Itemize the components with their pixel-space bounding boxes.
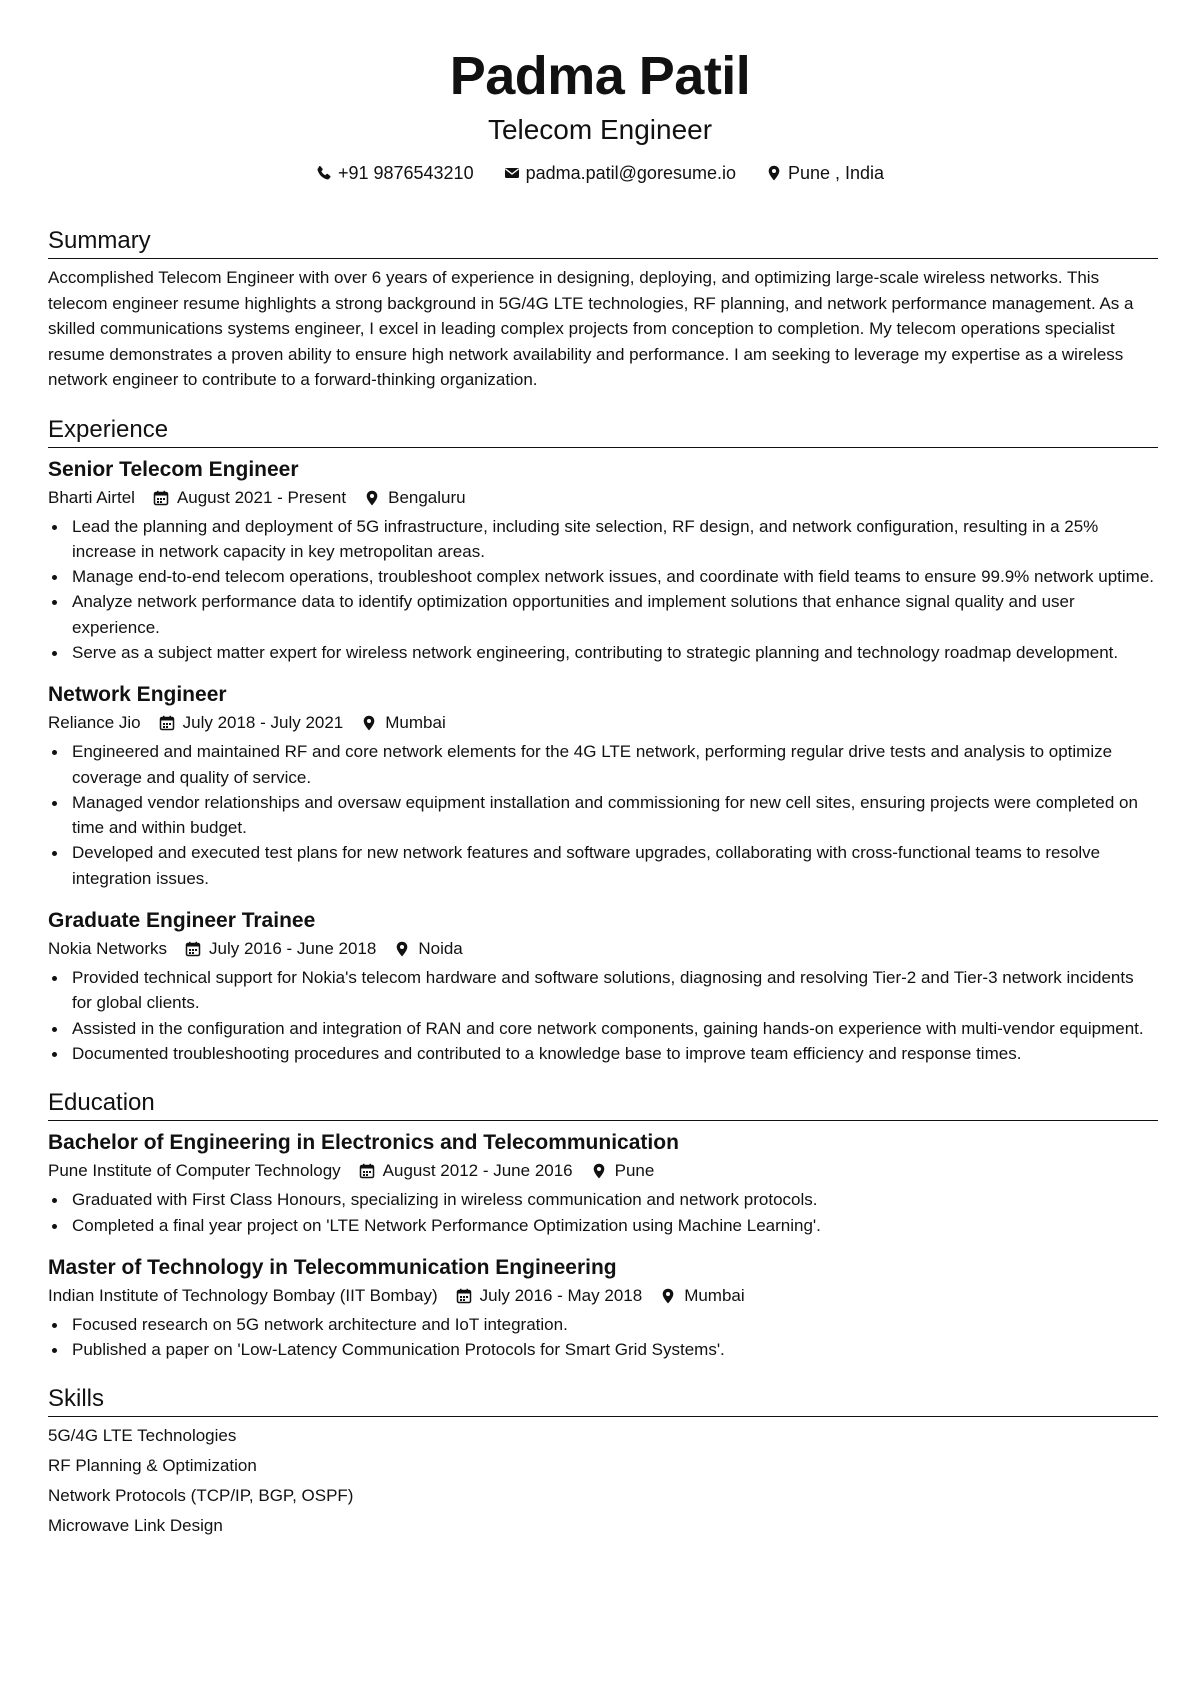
summary-text: Accomplished Telecom Engineer with over 6 years of experience in designing, deploying, and optimizing large-scale wireless networks. This telecom engineer resume highlights a strong background in 5G/4G LTE technologies, RF planning, and network performance management. As a skilled communications systems engineer, I excel in leading complex projects from conception to completion. My telecom operations specialist resume demonstrates a proven ability to ensure high network availability and performance. I am seeking to leverage my expertise as a wireless network engineer to contribute to a forward-thinking organization. — [48, 268, 1134, 389]
phone-text: +91 9876543210 — [337, 163, 474, 183]
section-heading-experience: Experience — [48, 415, 1158, 448]
company-name: Reliance Jio — [48, 713, 141, 733]
calendar-icon — [456, 1288, 472, 1304]
degree-title: Master of Technology in Telecommunication Engineering — [48, 1255, 617, 1279]
summary-section — [48, 226, 1158, 393]
section-heading-skills: Skills — [48, 1384, 1158, 1417]
bullet-item: Engineered and maintained RF and core network elements for the 4G LTE network, performing regular drive tests and analysis to optimize coverage and quality of service. — [48, 739, 1158, 790]
dates-text: July 2016 - June 2018 — [209, 939, 377, 959]
contact-location — [766, 160, 884, 186]
bullet-item: Graduated with First Class Honours, specializing in wireless communication and network protocols. — [48, 1187, 1158, 1212]
education-entry — [48, 1254, 1158, 1363]
skill-item: Microwave Link Design — [48, 1516, 223, 1536]
location-text: Pune — [614, 1161, 655, 1181]
map-pin-icon — [394, 941, 410, 957]
map-pin-icon — [766, 165, 782, 181]
section-heading-summary: Summary — [48, 226, 1158, 259]
company-name: Bharti Airtel — [48, 487, 135, 507]
job-title: Graduate Engineer Trainee — [48, 909, 316, 933]
bullet-list — [48, 1187, 1158, 1238]
dates-text: August 2021 - Present — [176, 487, 347, 507]
entry-dates — [359, 1159, 573, 1183]
skills-section — [48, 1384, 1158, 1541]
phone-icon — [316, 165, 332, 181]
bullet-item: Analyze network performance data to identify optimization opportunities and implement solutions that enhance signal quality and user experience. — [48, 589, 1158, 640]
entry-meta — [48, 486, 1158, 510]
dates-text: July 2016 - May 2018 — [479, 1285, 643, 1305]
job-title: Senior Telecom Engineer — [48, 457, 299, 481]
candidate-name: Padma Patil — [449, 46, 751, 106]
bullet-item: Serve as a subject matter expert for wireless network engineering, contributing to strategic planning and technology roadmap development. — [48, 640, 1158, 665]
entry-location — [591, 1159, 655, 1183]
bullet-item: Documented troubleshooting procedures and contributed to a knowledge base to improve team efficiency and response times. — [48, 1041, 1158, 1066]
education-section — [48, 1088, 1158, 1362]
experience-entry — [48, 907, 1158, 1066]
location-text: Bengaluru — [388, 487, 466, 507]
degree-title: Bachelor of Engineering in Electronics and Telecommunication — [48, 1131, 679, 1155]
entry-dates — [159, 711, 344, 735]
bullet-list — [48, 514, 1158, 666]
bullet-item: Focused research on 5G network architecture and IoT integration. — [48, 1312, 1158, 1337]
entry-location — [660, 1284, 744, 1308]
calendar-icon — [159, 715, 175, 731]
dates-text: July 2018 - July 2021 — [182, 713, 344, 733]
education-entry — [48, 1129, 1158, 1238]
dates-text: August 2012 - June 2016 — [382, 1161, 573, 1181]
map-pin-icon — [361, 715, 377, 731]
map-pin-icon — [591, 1163, 607, 1179]
experience-entry — [48, 681, 1158, 891]
contact-row — [0, 160, 1200, 186]
institution-name: Indian Institute of Technology Bombay (IIT Bombay) — [48, 1285, 438, 1305]
entry-location — [364, 486, 466, 510]
location-text: Mumbai — [684, 1285, 745, 1305]
map-pin-icon — [660, 1288, 676, 1304]
bullet-item: Assisted in the configuration and integration of RAN and core network components, gaining hands-on experience with multi-vendor equipment. — [48, 1016, 1158, 1041]
entry-dates — [153, 486, 346, 510]
bullet-item: Published a paper on 'Low-Latency Communication Protocols for Smart Grid Systems'. — [48, 1337, 1158, 1362]
section-heading-education: Education — [48, 1088, 1158, 1121]
skill-item: Network Protocols (TCP/IP, BGP, OSPF) — [48, 1486, 354, 1506]
candidate-title: Telecom Engineer — [487, 114, 713, 145]
calendar-icon — [153, 490, 169, 506]
entry-meta — [48, 1159, 1158, 1183]
bullet-list — [48, 965, 1158, 1066]
email-text: padma.patil@goresume.io — [525, 163, 736, 183]
bullet-list — [48, 1312, 1158, 1363]
company-name: Nokia Networks — [48, 939, 168, 959]
location-text: Noida — [418, 939, 463, 959]
location-text: Pune , India — [787, 163, 885, 183]
entry-meta — [48, 937, 1158, 961]
contact-phone — [316, 160, 474, 186]
bullet-item: Completed a final year project on 'LTE Network Performance Optimization using Machine Learning'. — [48, 1213, 1158, 1238]
bullet-item: Managed vendor relationships and oversaw equipment installation and commissioning for new cell sites, ensuring projects were completed on time and within budget. — [48, 790, 1158, 841]
entry-dates — [456, 1284, 643, 1308]
entry-meta — [48, 711, 1158, 735]
bullet-item: Lead the planning and deployment of 5G infrastructure, including site selection, RF design, and network configuration, resulting in a 25% increase in network capacity in key metropolitan areas. — [48, 514, 1158, 565]
entry-location — [394, 937, 462, 961]
bullet-item: Manage end-to-end telecom operations, troubleshoot complex network issues, and coordinate with field teams to ensure 99.9% network uptime. — [48, 564, 1158, 589]
entry-dates — [185, 937, 376, 961]
resume-header — [0, 0, 1200, 186]
calendar-icon — [359, 1163, 375, 1179]
resume-body — [48, 226, 1158, 1563]
bullet-item: Provided technical support for Nokia's telecom hardware and software solutions, diagnosing and resolving Tier-2 and Tier-3 network incidents for global clients. — [48, 965, 1158, 1016]
institution-name: Pune Institute of Computer Technology — [48, 1161, 341, 1181]
skills-list — [48, 1421, 1158, 1541]
bullet-item: Developed and executed test plans for new network features and software upgrades, collaborating with cross-functional teams to resolve integration issues. — [48, 840, 1158, 891]
skill-item: RF Planning & Optimization — [48, 1456, 257, 1476]
entry-location — [361, 711, 445, 735]
bullet-list — [48, 739, 1158, 891]
contact-email — [504, 160, 736, 186]
experience-entry — [48, 456, 1158, 666]
envelope-icon — [504, 165, 520, 181]
job-title: Network Engineer — [48, 683, 227, 707]
map-pin-icon — [364, 490, 380, 506]
skill-item: 5G/4G LTE Technologies — [48, 1426, 237, 1446]
location-text: Mumbai — [385, 713, 446, 733]
experience-section — [48, 415, 1158, 1067]
calendar-icon — [185, 941, 201, 957]
entry-meta — [48, 1284, 1158, 1308]
